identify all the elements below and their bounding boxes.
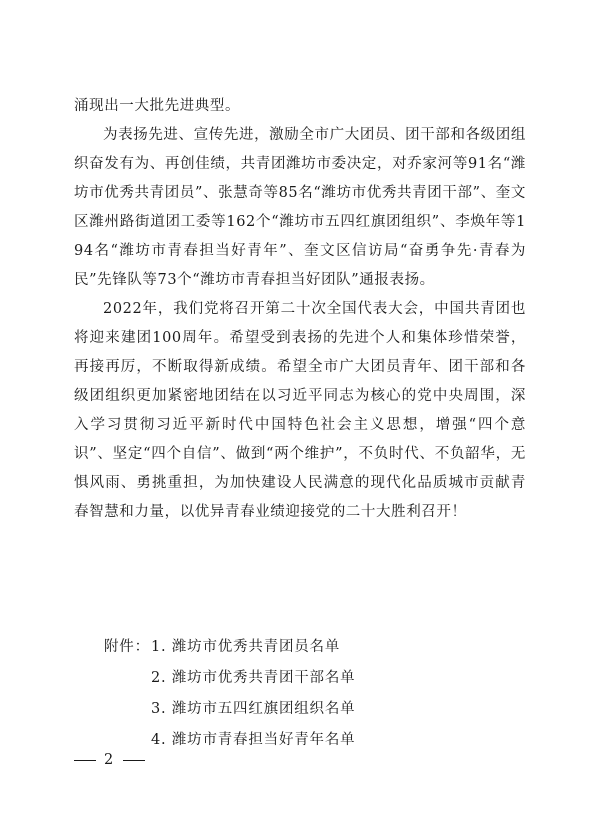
attachments-label: 附件： (104, 639, 150, 655)
attachment-row (104, 694, 424, 725)
attachment-row (104, 725, 424, 756)
paragraph-expectation: 2022年，我们党将召开第二十次全国代表大会，中国共青团也将迎来建团100周年。希望受到表扬的先进个人和集体珍惜荣誉，再接再厉，不断取得新成绩。希望全市广大团员青年、团干部和各级团组织更加紧密地团结在以习近平同志为核心的党中央周围，深入学习贯彻习近平新时代中国特色社会主义思想，增强“四个意识”、坚定“四个自信”、做到“两个维护”，不负时代、不负韶华，无惧风雨、勇挑重担，为加快建设人民满意的现代化品质城市贡献青春智慧和力量，以优异青春业绩迎接党的二十大胜利召开！ (74, 301, 526, 520)
body-text (74, 92, 526, 527)
paragraph-continuation: 涌现出一大批先进典型。 (74, 98, 241, 114)
page-number-value: 2 (104, 752, 116, 768)
attachments-list (104, 632, 424, 756)
page-number (74, 752, 145, 768)
page-number-dash-right (123, 760, 145, 761)
attachment-item: 2. 潍坊市优秀共青团干部名单 (151, 670, 356, 686)
attachment-row (104, 632, 424, 663)
attachment-item: 1. 潍坊市优秀共青团员名单 (151, 639, 341, 655)
paragraph-commendation: 为表扬先进、宣传先进，激励全市广大团员、团干部和各级团组织奋发有为、再创佳绩，共青团潍坊市委决定，对乔家河等91名“潍坊市优秀共青团员”、张慧奇等85名“潍坊市优秀共青团干部”、奎文区潍州路街道团工委等162个“潍坊市五四红旗团组织”、李焕年等194名“潍坊市青春担当好青年”、奎文区信访局“奋勇争先·青春为民”先锋队等73个“潍坊市青春担当好团队”通报表扬。 (74, 127, 526, 288)
attachment-item: 4. 潍坊市青春担当好青年名单 (151, 732, 356, 748)
attachment-item: 3. 潍坊市五四红旗团组织名单 (151, 701, 356, 717)
page-number-dash-left (74, 760, 96, 761)
attachment-row (104, 663, 424, 694)
